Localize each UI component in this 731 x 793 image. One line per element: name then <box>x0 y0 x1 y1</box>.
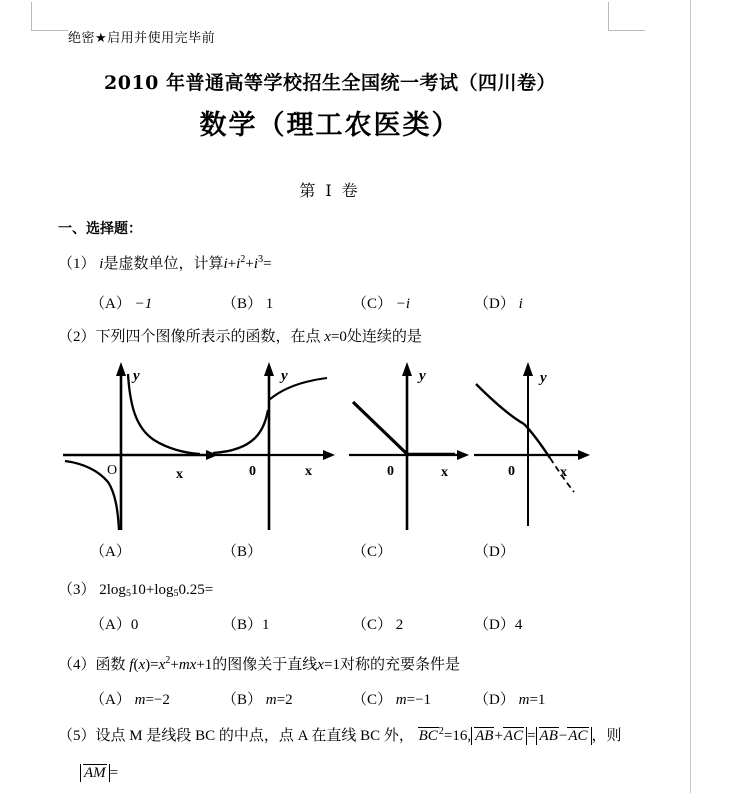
q4-lparen: ( <box>133 657 139 673</box>
figure-c-origin-label: 0 <box>387 464 394 479</box>
q5-plus: + <box>494 728 503 744</box>
q1-option-c-value: −i <box>395 296 411 312</box>
q3-option-a-label: （A） <box>90 617 131 633</box>
q1-option-c-label: （C） <box>352 296 393 312</box>
q5-vector-am <box>83 764 107 781</box>
q1-option-a[interactable] <box>90 292 152 313</box>
q3-option-c-value: 2 <box>395 617 404 633</box>
figure-d-y-label: y <box>540 370 547 386</box>
question-2-stem <box>58 325 422 346</box>
q4-one-2: 1 <box>332 657 340 673</box>
q3-option-b-value: 1 <box>262 617 270 633</box>
figure-c-y-label: y <box>419 368 426 384</box>
star-icon: ★ <box>95 31 108 46</box>
q5-vector-ab-2 <box>539 727 559 744</box>
subject-title: 数学（理工农医类） <box>199 110 461 141</box>
q4-text-3: 对称的充要条件是 <box>339 657 460 673</box>
q5-bc: BC <box>418 728 438 744</box>
q4-x-arg: x <box>138 657 146 673</box>
q1-exp-3: 3 <box>258 254 264 265</box>
q4-option-b-m: m <box>265 692 277 708</box>
confidential-header <box>68 27 215 46</box>
q5-vector-bc <box>418 727 439 744</box>
figure-b-x-label: x <box>305 464 312 479</box>
q2-option-a[interactable]: （A） <box>90 544 131 560</box>
q4-one: 1 <box>204 657 213 673</box>
q5-am: AM <box>84 765 106 781</box>
q4-option-b-value: 2 <box>285 692 293 708</box>
q2-text-1: （2）下列四个图像所表示的函数，在点 <box>58 329 321 345</box>
q1-option-a-label: （A） <box>90 296 131 312</box>
q5-text-2: ，则 <box>591 728 622 744</box>
q4-option-d-value: 1 <box>537 692 546 708</box>
q4-option-c[interactable] <box>352 688 431 709</box>
q5-vector-ac-1 <box>503 727 524 744</box>
q4-option-c-eq: = <box>406 692 416 708</box>
q3-option-a[interactable] <box>90 613 138 634</box>
question-3-stem <box>58 578 213 599</box>
q3-plus: + <box>145 582 155 598</box>
q2-text-2: 处连续的是 <box>346 329 422 345</box>
q4-text-2: 的图像关于直线 <box>212 657 318 673</box>
q3-number: （3） <box>58 582 96 598</box>
q4-exp-2: 2 <box>165 655 171 666</box>
figure-b-origin-label: 0 <box>249 464 256 479</box>
q4-option-c-label: （C） <box>352 692 393 708</box>
q4-option-a-eq: = <box>145 692 154 708</box>
q4-option-b-eq: = <box>276 692 286 708</box>
q1-term-i2: i <box>236 256 241 272</box>
q5-vector-ab-1 <box>474 727 494 744</box>
q1-term-i: i <box>223 256 228 272</box>
crop-mark-top-right <box>608 2 645 31</box>
q4-option-a-value: −2 <box>153 692 170 708</box>
q1-term-i3: i <box>253 256 258 272</box>
crop-mark-top-left <box>31 2 68 31</box>
q4-option-b[interactable] <box>222 688 293 709</box>
figure-d-x-label: x <box>560 465 567 480</box>
q1-option-d-label: （D） <box>474 296 515 312</box>
q1-equals: = <box>263 256 272 272</box>
q3-option-d-label: （D） <box>474 617 515 633</box>
q5-abs-diff <box>536 727 592 745</box>
q1-plus-1: + <box>227 256 237 272</box>
q1-option-b[interactable] <box>222 292 273 313</box>
q4-option-a-m: m <box>134 692 146 708</box>
question-2-figures <box>0 358 731 533</box>
q4-option-d-eq: = <box>529 692 538 708</box>
figure-d-decreasing-curve <box>470 358 640 533</box>
figure-b-y-label: y <box>281 368 288 384</box>
figure-a-origin-label: O <box>107 463 118 478</box>
q5-ac-1: AC <box>503 728 524 744</box>
q5-ab-2: AB <box>539 728 558 744</box>
q4-f: f <box>129 657 134 673</box>
q4-equals-1: = <box>150 657 159 673</box>
q4-option-d-label: （D） <box>474 692 515 708</box>
q4-x-line: x <box>317 657 324 673</box>
q4-option-c-value: −1 <box>415 692 432 708</box>
question-4-stem <box>58 653 460 674</box>
q2-option-b[interactable]: （B） <box>222 544 263 560</box>
q4-option-d[interactable] <box>474 688 545 709</box>
q1-text: 是虚数单位，计算 <box>103 256 224 272</box>
q2-zero: 0 <box>339 329 347 345</box>
q5-equals-16: =16, <box>443 728 472 744</box>
q1-option-b-value: 1 <box>265 296 274 312</box>
q4-option-a[interactable] <box>90 688 170 709</box>
q4-option-a-label: （A） <box>90 692 131 708</box>
q3-equals: = <box>204 582 214 598</box>
q3-log-2: log <box>154 582 174 598</box>
question-5-stem-continued <box>80 764 118 782</box>
q5-ab-1: AB <box>475 728 494 744</box>
q1-option-d[interactable] <box>474 292 523 313</box>
q4-rparen: ) <box>145 657 151 673</box>
section-heading-multiple-choice: 一、选择题： <box>58 221 142 237</box>
q3-option-b[interactable] <box>222 613 270 634</box>
q3-option-c[interactable] <box>352 613 403 634</box>
q4-plus-2: + <box>196 657 205 673</box>
q5-ac-2: AC <box>568 728 588 744</box>
figure-d-origin-label: 0 <box>508 464 515 479</box>
confidential-text-after: 启用并使用完毕前 <box>107 31 216 46</box>
q3-option-d-value: 4 <box>514 617 523 633</box>
q3-arg-1: 10 <box>130 582 146 598</box>
q3-arg-2: 0.25 <box>178 582 205 598</box>
q5-bc-exp: 2 <box>438 726 444 737</box>
question-5-stem <box>58 724 622 745</box>
q5-text-1: （5）设点 M 是线段 BC 的中点，点 A 在直线 BC 外， <box>58 728 414 744</box>
q4-plus-1: + <box>170 657 179 673</box>
q5-vector-ac-2 <box>567 727 588 744</box>
q4-option-c-m: m <box>395 692 407 708</box>
figure-a-y-label: y <box>133 368 140 384</box>
question-1-stem <box>58 252 272 273</box>
q4-x-sq: x <box>158 657 166 673</box>
q1-option-c[interactable] <box>352 292 410 313</box>
q4-mx: mx <box>178 657 197 673</box>
confidential-text-before: 绝密 <box>68 31 96 46</box>
q5-abs-sum <box>471 727 527 745</box>
figure-a-hyperbola <box>58 358 228 533</box>
q3-option-d[interactable] <box>474 613 522 634</box>
q5-equals-3: = <box>109 765 119 781</box>
q1-option-d-value: i <box>518 296 523 312</box>
exam-title: 2010 年普通高等学校招生全国统一考试（四川卷） <box>104 72 556 94</box>
q1-option-b-label: （B） <box>222 296 263 312</box>
paper-part-label: 第 Ⅰ 卷 <box>299 183 361 200</box>
q2-option-c[interactable]: （C） <box>352 544 393 560</box>
q2-equals: = <box>330 329 340 345</box>
q3-option-c-label: （C） <box>352 617 393 633</box>
figure-a-x-label: x <box>176 467 183 482</box>
q4-option-d-m: m <box>518 692 530 708</box>
q1-exp-2: 2 <box>240 254 246 265</box>
q3-option-b-label: （B） <box>222 617 263 633</box>
q3-log-1: 2log <box>99 582 126 598</box>
q4-equals-2: = <box>323 657 333 673</box>
q5-equals-2: = <box>527 728 536 744</box>
q1-imaginary-unit: i <box>99 256 104 272</box>
q1-plus-2: + <box>245 256 254 272</box>
q2-option-d[interactable]: （D） <box>474 544 515 560</box>
q3-option-a-value: 0 <box>130 617 139 633</box>
q1-option-a-value: −1 <box>134 296 153 312</box>
figure-c-x-label: x <box>441 465 448 480</box>
q4-text-1: （4）函数 <box>58 657 126 673</box>
q2-x-var: x <box>324 329 331 345</box>
q5-abs-am <box>80 764 110 782</box>
q3-base-1: 5 <box>125 588 131 600</box>
q4-option-b-label: （B） <box>222 692 263 708</box>
q1-number: （1） <box>58 256 96 272</box>
q5-minus: − <box>558 728 568 744</box>
q3-base-2: 5 <box>173 588 179 600</box>
